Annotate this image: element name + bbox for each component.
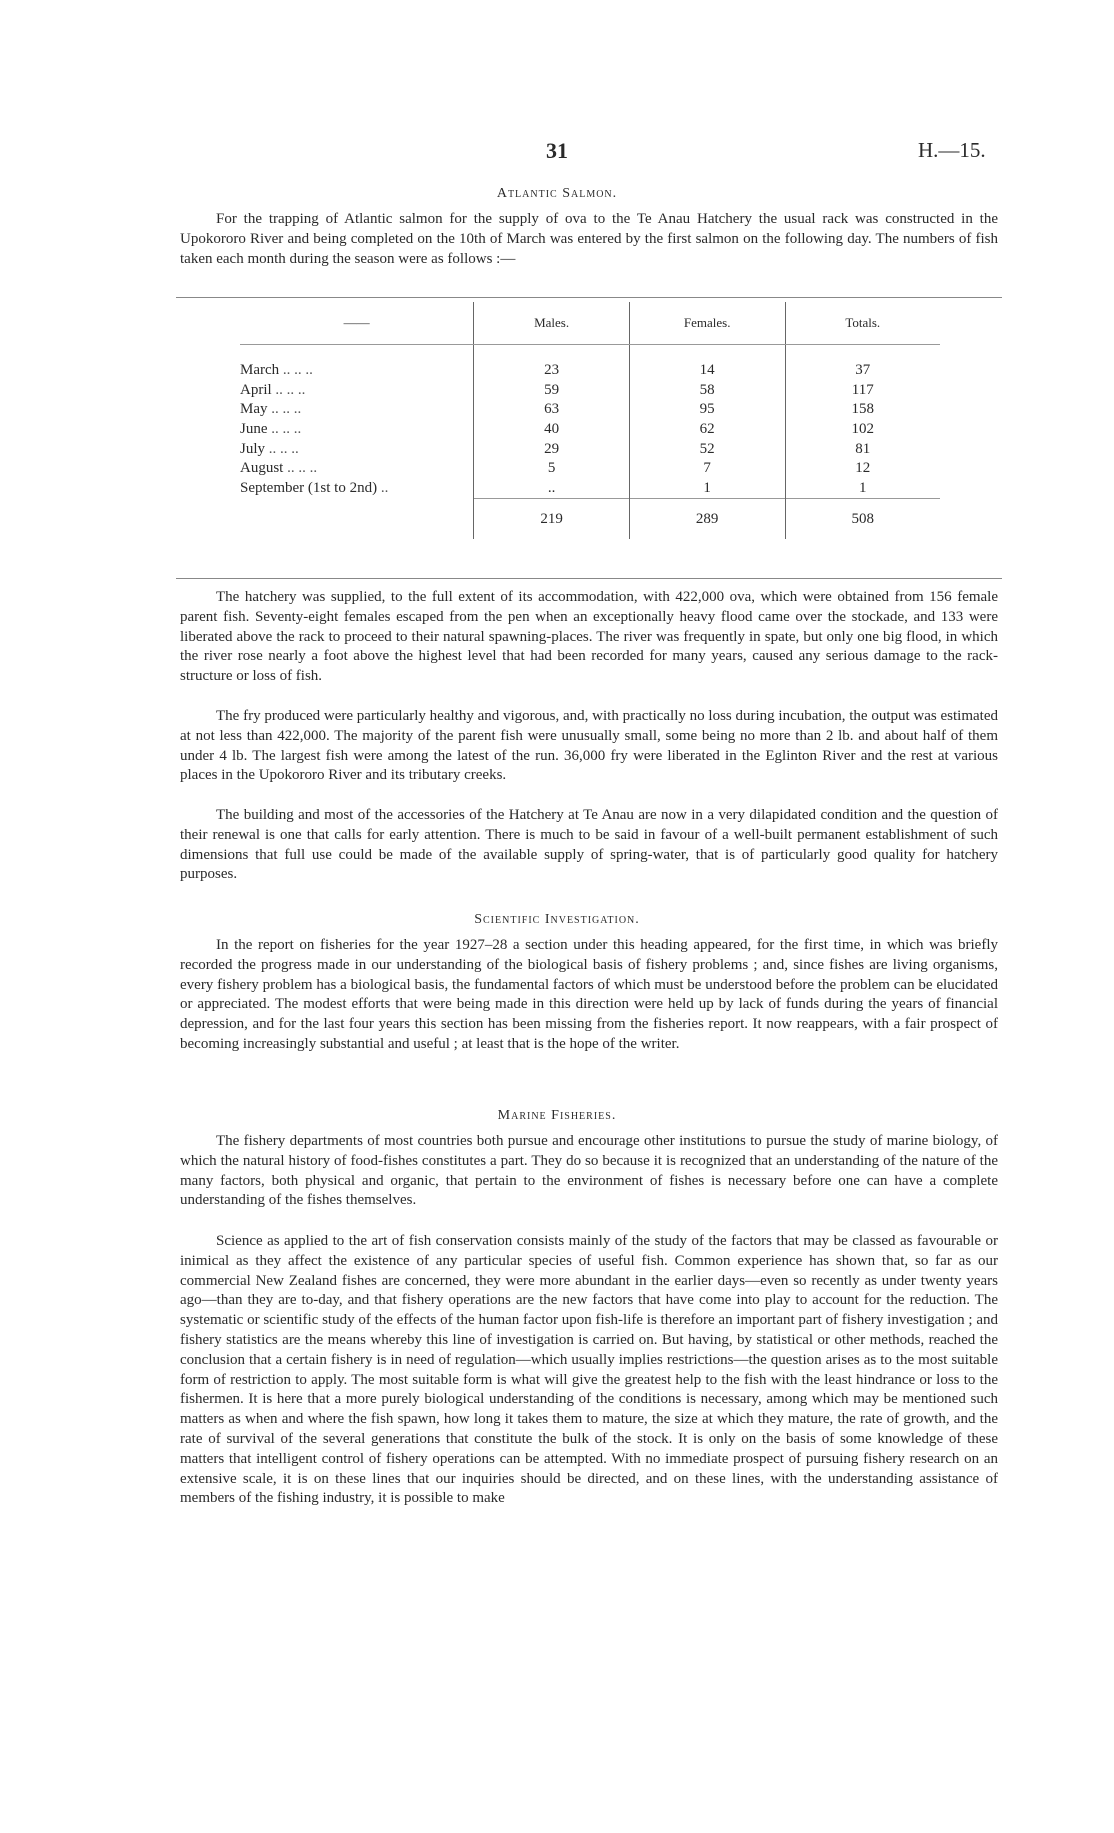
- table-row: [240, 400, 940, 420]
- page-number: 31: [546, 138, 568, 163]
- row-females: 95: [629, 400, 785, 420]
- row-month: July: [240, 440, 266, 457]
- table-header-row: [240, 302, 940, 345]
- row-totals: 158: [785, 400, 940, 420]
- table-row: [240, 420, 940, 440]
- hatchery-paragraph-2: The fry produced were particularly healthy and vigorous, and, with practically no loss during incubation, the output was estimated at not less than 422,000. The majority of the parent fish were unusually small, some being no more than 2 lb. and about half of them under 4 lb. The largest fish were among the latest of the run. 36,000 fry were liberated in the Eglinton River and the rest at various places in the Upokororo River and its tributary creeks.: [180, 708, 998, 784]
- row-month: August: [240, 460, 284, 477]
- row-month: May: [240, 401, 268, 418]
- header-males: Males.: [474, 302, 629, 345]
- atlantic-salmon-heading: Atlantic Salmon.: [496, 186, 618, 201]
- row-totals: 12: [785, 459, 940, 479]
- row-totals: 81: [785, 439, 940, 459]
- row-totals: 102: [785, 420, 940, 440]
- row-leader: .. .. ..: [271, 401, 302, 418]
- hatchery-paragraph-1: The hatchery was supplied, to the full extent of its accommodation, with 422,000 ova, which were obtained from 156 female parent fish. Seventy-eight females escaped from the pen when an exceptionally heavy flood came over the stockade, and 133 were liberated above the rack to proceed to their natural spawning-places. The river was frequently in spate, but only one big flood, in which the river rose nearly a foot above the highest level that had been recorded for many years, caused any serious damage to the rack-structure or loss of fish.: [180, 589, 998, 685]
- table-row: [240, 479, 940, 499]
- row-month: June: [240, 421, 268, 438]
- row-males: 29: [474, 439, 629, 459]
- hatchery-paragraph-3: The building and most of the accessories of the Hatchery at Te Anau are now in a very dilapidated condition and the question of their renewal is one that calls for early attention. There is much to be said in favour of a well-built permanent establishment of such dimensions that full use could be made of the available supply of spring-water, that is of particularly good quality for hatchery purposes.: [180, 807, 998, 883]
- row-leader: .. .. ..: [268, 440, 299, 457]
- row-males: ..: [474, 479, 629, 499]
- total-males: 219: [474, 499, 629, 540]
- scientific-investigation-heading: Scientific Investigation.: [474, 912, 640, 927]
- row-females: 52: [629, 439, 785, 459]
- row-leader: .. .. ..: [287, 460, 318, 477]
- row-females: 7: [629, 459, 785, 479]
- row-females: 1: [629, 479, 785, 499]
- row-leader: .. .. ..: [271, 421, 302, 438]
- row-totals: 1: [785, 479, 940, 499]
- row-totals: 37: [785, 361, 940, 381]
- table-row: [240, 439, 940, 459]
- row-females: 14: [629, 361, 785, 381]
- total-totals: 508: [785, 499, 940, 540]
- row-leader: ..: [380, 480, 389, 497]
- table-row: [240, 361, 940, 381]
- total-females: 289: [629, 499, 785, 540]
- row-males: 5: [474, 459, 629, 479]
- row-males: 59: [474, 381, 629, 401]
- row-totals: 117: [785, 381, 940, 401]
- row-leader: .. .. ..: [282, 362, 313, 379]
- row-month: April: [240, 381, 272, 398]
- marine-paragraph-1: The fishery departments of most countries both pursue and encourage other institutions to pursue the study of marine biology, of which the natural history of food-fishes constitutes a part. They do so because it is recognized that an understanding of the nature of the many factors, both physical and organic, that pertain to the environment of fishes is necessary before one can have a complete understanding of the fishes themselves.: [180, 1133, 998, 1209]
- header-totals: Totals.: [785, 302, 940, 345]
- document-reference: H.—15.: [918, 138, 986, 162]
- row-females: 58: [629, 381, 785, 401]
- row-month: September (1st to 2nd): [240, 480, 378, 497]
- table-row: [240, 459, 940, 479]
- table-top-rule: [176, 297, 1002, 298]
- table-row: [240, 381, 940, 401]
- row-females: 62: [629, 420, 785, 440]
- atlantic-salmon-intro: For the trapping of Atlantic salmon for the supply of ova to the Te Anau Hatchery the usual rack was constructed in the Upokororo River and being completed on the 10th of March was entered by the first salmon on the following day. The numbers of fish taken each month during the season were as follows :—: [180, 211, 998, 267]
- header-females: Females.: [629, 302, 785, 345]
- row-month: March: [240, 362, 280, 379]
- scientific-paragraph: In the report on fisheries for the year 1927–28 a section under this heading appeared, for the first time, in which was briefly recorded the progress made in our understanding of the biological basis of fishery problems ; and, since fishes are living organisms, every fishery problem has a biological basis, the fundamental factors of which must be understood before the problem can be elucidated or appreciated. The modest efforts that were being made in this direction were held up by lack of funds during the years of financial depression, and for the last four years this section has been missing from the fisheries report. It now reappears, with a fair prospect of becoming increasingly substantial and useful ; at least that is the hope of the writer.: [180, 937, 998, 1052]
- marine-paragraph-2: Science as applied to the art of fish conservation consists mainly of the study of the factors that may be classed as favourable or inimical as they affect the existence of any particular species of useful fish. Common experience has shown that, so far as our commercial New Zealand fishes are concerned, they were more abundant in the earlier days—even so recently as under twenty years ago—than they are to-day, and that fishery operations are the new factors that have come into play to account for the reduction. The systematic or scientific study of the effects of the human factor upon fish-life is therefore an important part of fishery investigation ; and fishery statistics are the means whereby this line of investigation is carried on. But having, by statistical or other methods, reached the conclusion that a certain fishery is in need of regulation—which usually implies restrictions—the question arises as to the most suitable form of restriction to apply. The most suitable form is what will give the greatest help to the fish with the least hindrance or loss to the fishermen. It is here that a more purely biological understanding of the conditions is necessary, among which may be mentioned such matters as when and where the fish spawn, how long it takes them to mature, the size at which they mature, the rate of growth, and the rate of survival of the several generations that constitute the bulk of the stock. It is only on the basis of some knowledge of these matters that intelligent control of fishery operations can be attempted. With no immediate prospect of pursuing fishery research on an extensive scale, it is on these lines that our inquiries should be directed, and on these lines, with the understanding assistance of members of the fishing industry, it is possible to make: [180, 1233, 998, 1507]
- row-males: 63: [474, 400, 629, 420]
- row-leader: .. .. ..: [275, 381, 306, 398]
- salmon-table: [240, 302, 940, 539]
- table-total-row: [240, 499, 940, 540]
- table-bottom-rule: [176, 578, 1002, 579]
- marine-fisheries-heading: Marine Fisheries.: [497, 1108, 617, 1123]
- header-month: ——: [240, 302, 474, 345]
- row-males: 23: [474, 361, 629, 381]
- row-males: 40: [474, 420, 629, 440]
